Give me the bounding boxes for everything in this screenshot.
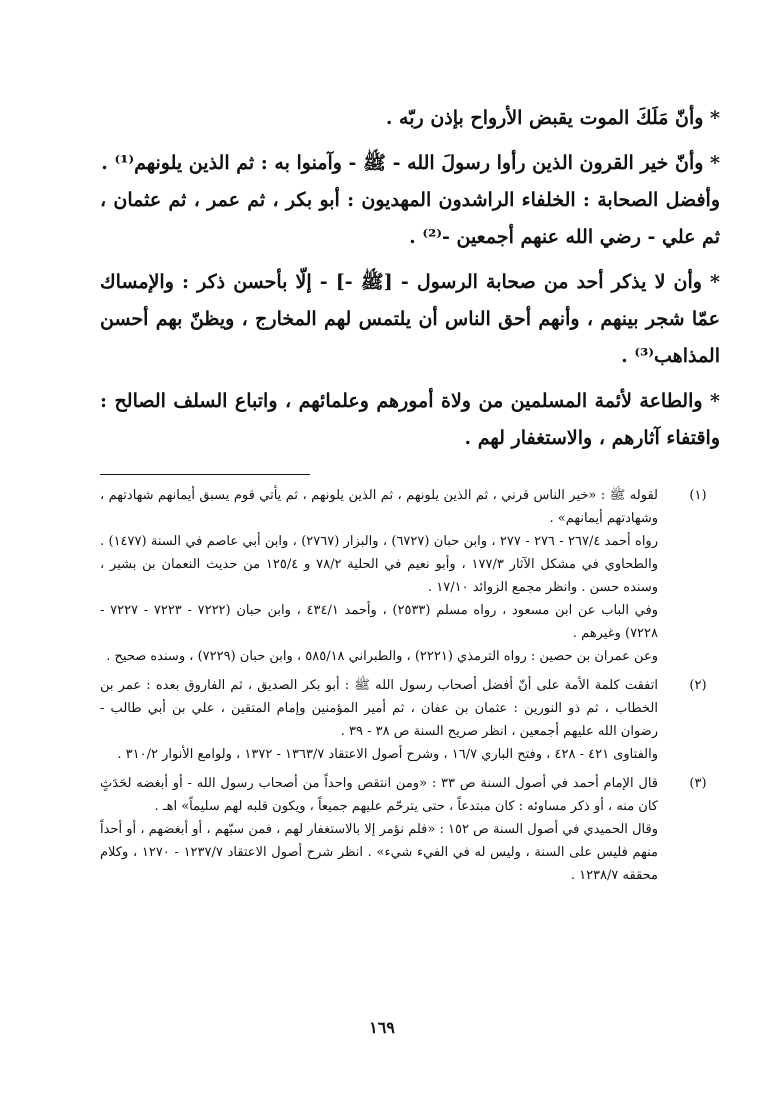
footnote-paragraph: وفي الباب عن ابن مسعود ، رواه مسلم (٢٥٣٣) ، وأحمد ٤٣٤/١ ، وابن حبان (٧٢٢٢ - ٧٢٢٣ - ٧٢٢٧ - ٧٢٢٨) وغيرهم . [100, 603, 658, 641]
paragraph-obedience: * والطاعة لأئمة المسلمين من ولاة أمورهم وعلمائهم ، واتباع السلف الصالح : واقتفاء آثارهم ، والاستغفار لهم . [100, 390, 720, 449]
main-text [100, 100, 720, 457]
footnote-divider [100, 474, 310, 475]
paragraph-best-generations: * وأنّ خير القرون الذين رأوا رسولَ الله - ﷺ - وآمنوا به : ثم الذين يلونهم⁽¹⁾ . [101, 152, 720, 174]
footnote-paragraph: وقال الحميدي في أصول السنة ص ١٥٢ : «فلم نؤمر إلا بالاستغفار لهم ، فمن سبّهم ، أو أبغضهم ، أو أحداً منهم فليس على السنة ، وليس له في الفيء شيء» . انظر شرح أصول الاعتقاد ١٢٣٧/٧ - ١٢٧٠ ، وكلام محققه ١٢٣٨/٧ . [100, 822, 659, 883]
footnote-paragraph: والفتاوى ٤٢١ - ٤٢٨ ، وفتح الباري ١٦/٧ ، وشرح أصول الاعتقاد ١٣٦٣/٧ - ١٣٧٢ ، ولوامع الأنوار ٣١٠/٢ . [117, 747, 658, 762]
footnote-paragraph: وعن عمران بن حصين : رواه الترمذي (٢٢٢١) ، والطبراني ٥٨٥/١٨ ، وابن حبان (٧٢٢٩) ، وسنده صحيح . [106, 649, 658, 664]
page-number: ١٦٩ [369, 1018, 395, 1037]
paragraph-mention-companions: * وأن لا يذكر أحد من صحابة الرسول - [ﷺ -] - إلّا بأحسن ذكر : والإمساك عمّا شجر بينهم ، وأنهم أحق الناس أن يلتمس لهم المخارج ، ويظنّ بهم أحسن المذاهب⁽³⁾ . [100, 271, 720, 367]
footnote-paragraph: اتفقت كلمة الأمة على أنّ أفضل أصحاب رسول الله ﷺ : أبو بكر الصديق ، ثم الفاروق بعده : عمر بن الخطاب ، ثم ذو النورين : عثمان بن عفان ، ثم أمير المؤمنين وإمام المتقين ، علي بن أبي طالب - رضوان الله عليهم أجمعين ، انظر صريح السنة ص ٣٨ - ٣٩ . [100, 678, 658, 739]
footnote-number: (١) [689, 488, 707, 503]
footnote-paragraph: قال الإمام أحمد في أصول السنة ص ٣٣ : «ومن انتقص واحداً من أصحاب رسول الله - أو أبغضه لحَدَثٍ كان منه ، أو ذكر مساوئه : كان مبتدعاً ، حتى يترحّم عليهم جميعاً ، ويكون قلبه لهم سليماً» اهـ . [100, 776, 658, 814]
paragraph-best-companions: وأفضل الصحابة : الخلفاء الراشدون المهديون : أبو بكر ، ثم عمر ، ثم عثمان ، ثم علي - رضي الله عنهم أجمعين -⁽²⁾ . [100, 189, 720, 248]
footnote-paragraph: لقوله ﷺ : «خير الناس قرني ، ثم الذين يلونهم ، ثم الذين يلونهم ، ثم يأتي قوم يسبق أيمانهم شهادتهم ، وشهادتهم أيمانهم» . [100, 488, 658, 526]
footnote-1 [100, 484, 720, 668]
footnote-3 [100, 772, 720, 887]
footnote-number: (٢) [689, 678, 707, 693]
footnote-paragraph: رواه أحمد ٢٦٧/٤ - ٢٧٦ - ٢٧٧ ، وابن حبان (٦٧٢٧) ، والبزار (٢٧٦٧) ، وابن أبي عاصم في السنة (١٤٧٧) . والطحاوي في مشكل الآثار ١٧٧/٣ ، وأبو نعيم في الحلية ٧٨/٢ و ١٢٥/٤ من حديث النعمان بن بشير ، وسنده حسن . وانظر مجمع الزوائد ١٧/١٠ . [100, 534, 658, 595]
footnotes [100, 484, 720, 893]
footnote-number: (٣) [689, 776, 707, 791]
paragraph-angel-of-death: * وأنّ مَلَكَ الموت يقبض الأرواح بإذن ربّه . [385, 107, 720, 129]
footnote-2 [100, 674, 720, 766]
